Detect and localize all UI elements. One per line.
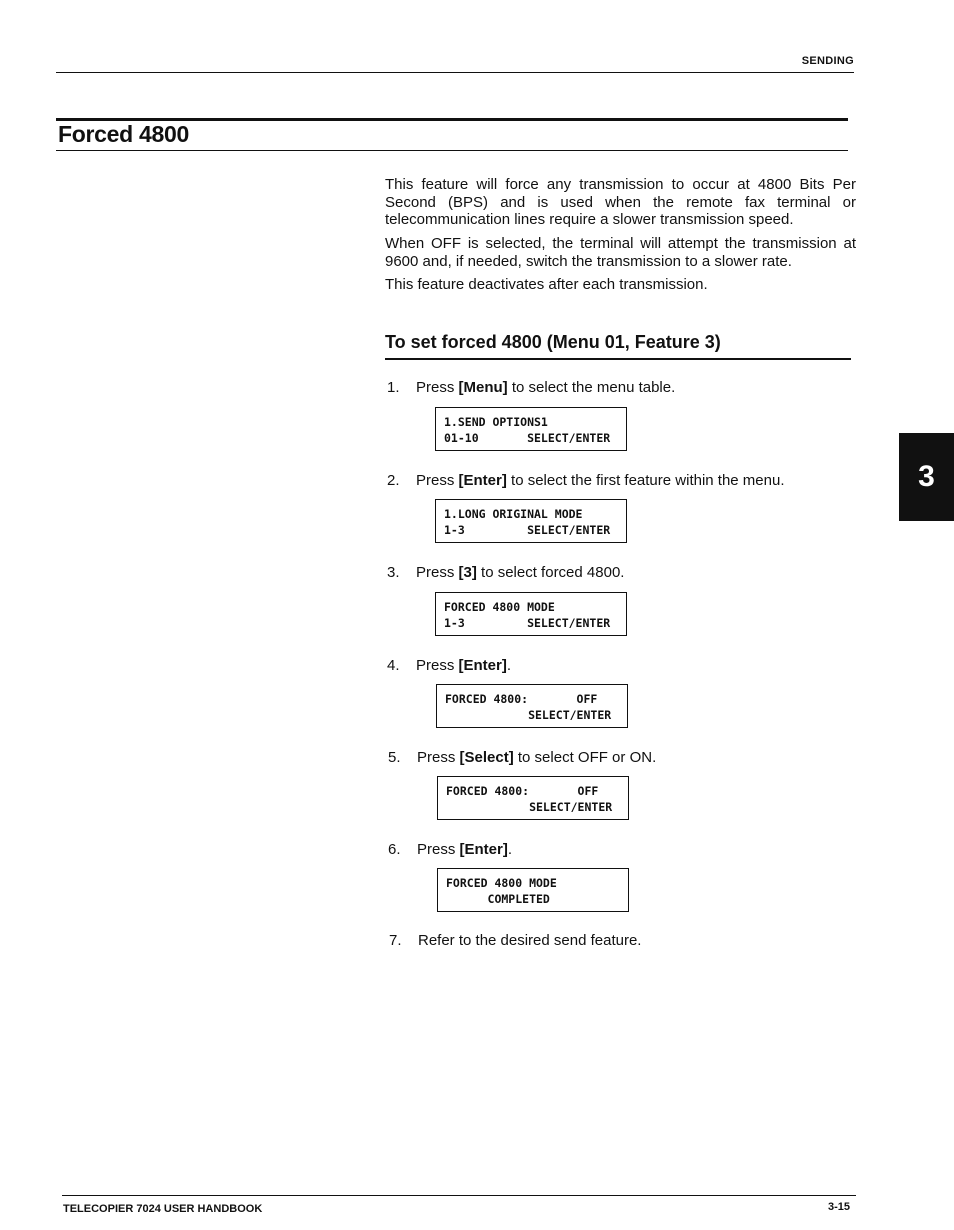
step-number: 6. bbox=[388, 841, 401, 858]
lcd-line-1: 1.LONG ORIGINAL MODE bbox=[444, 507, 583, 521]
step-text-end: . bbox=[506, 657, 512, 674]
key-name: [Enter] bbox=[458, 472, 507, 489]
key-name: [Enter] bbox=[458, 657, 507, 674]
page-title: Forced 4800 bbox=[58, 121, 189, 147]
step-number: 4. bbox=[387, 657, 400, 674]
step-text: Press bbox=[416, 472, 459, 489]
step-3 bbox=[387, 564, 624, 581]
lcd-line-2: COMPLETED bbox=[446, 892, 550, 906]
step-text: Refer to the desired send feature. bbox=[418, 932, 642, 949]
footer-title: TELECOPIER 7024 USER HANDBOOK bbox=[63, 1203, 263, 1215]
step-text-end: to select the menu table. bbox=[507, 379, 676, 396]
page-number: 3-15 bbox=[827, 1201, 850, 1213]
intro-paragraph-2: When OFF is selected, the terminal will attempt the transmission at 9600 and, if needed, switch the transmission to a slower rate. bbox=[385, 235, 856, 270]
header-rule bbox=[56, 72, 854, 73]
step-number: 1. bbox=[387, 379, 400, 396]
step-text: Press bbox=[417, 841, 460, 858]
intro-paragraph-3: This feature deactivates after each transmission. bbox=[385, 276, 708, 293]
step-text: Press bbox=[416, 657, 459, 674]
lcd-display-step-6 bbox=[437, 868, 629, 912]
intro-paragraph-1: This feature will force any transmission to occur at 4800 Bits Per Second (BPS) and is used when the remote fax terminal or telecommunication lines require a slower transmission speed. bbox=[385, 176, 856, 228]
lcd-line-1: FORCED 4800 MODE bbox=[446, 876, 557, 890]
lcd-line-1: FORCED 4800: OFF bbox=[446, 784, 599, 798]
step-7 bbox=[389, 932, 641, 949]
step-text-end: . bbox=[507, 841, 513, 858]
lcd-display-step-3 bbox=[435, 592, 627, 636]
lcd-display-step-1 bbox=[435, 407, 627, 451]
title-bottom-rule bbox=[56, 150, 848, 151]
lcd-line-1: FORCED 4800 MODE bbox=[444, 600, 555, 614]
footer-rule bbox=[62, 1195, 856, 1196]
step-1 bbox=[387, 379, 675, 396]
step-number: 2. bbox=[387, 472, 400, 489]
step-text-end: to select OFF or ON. bbox=[513, 749, 657, 766]
lcd-line-2: 01-10 SELECT/ENTER bbox=[444, 431, 611, 445]
running-header: SENDING bbox=[801, 55, 854, 67]
lcd-line-2: 1-3 SELECT/ENTER bbox=[444, 523, 611, 537]
step-text-end: to select forced 4800. bbox=[476, 564, 625, 581]
key-name: [Menu] bbox=[458, 379, 508, 396]
key-name: [Enter] bbox=[459, 841, 508, 858]
procedure-heading-rule bbox=[385, 358, 851, 360]
lcd-display-step-5 bbox=[437, 776, 629, 820]
procedure-heading: To set forced 4800 (Menu 01, Feature 3) bbox=[385, 332, 721, 352]
step-text: Press bbox=[416, 564, 459, 581]
lcd-display-step-4 bbox=[436, 684, 628, 728]
step-2 bbox=[387, 472, 785, 489]
lcd-display-step-2 bbox=[435, 499, 627, 543]
step-number: 7. bbox=[389, 932, 402, 949]
step-4 bbox=[387, 657, 511, 674]
key-name: [Select] bbox=[459, 749, 514, 766]
step-text: Press bbox=[417, 749, 460, 766]
key-name: [3] bbox=[458, 564, 477, 581]
step-6 bbox=[388, 841, 512, 858]
lcd-line-1: FORCED 4800: OFF bbox=[445, 692, 598, 706]
step-number: 3. bbox=[387, 564, 400, 581]
step-text: Press bbox=[416, 379, 459, 396]
lcd-line-1: 1.SEND OPTIONS1 bbox=[444, 415, 548, 429]
step-text-end: to select the first feature within the menu. bbox=[506, 472, 785, 489]
lcd-line-2: 1-3 SELECT/ENTER bbox=[444, 616, 611, 630]
step-5 bbox=[388, 749, 656, 766]
step-number: 5. bbox=[388, 749, 401, 766]
lcd-line-2: SELECT/ENTER bbox=[445, 708, 612, 722]
chapter-tab: 3 bbox=[899, 433, 954, 521]
lcd-line-2: SELECT/ENTER bbox=[446, 800, 613, 814]
